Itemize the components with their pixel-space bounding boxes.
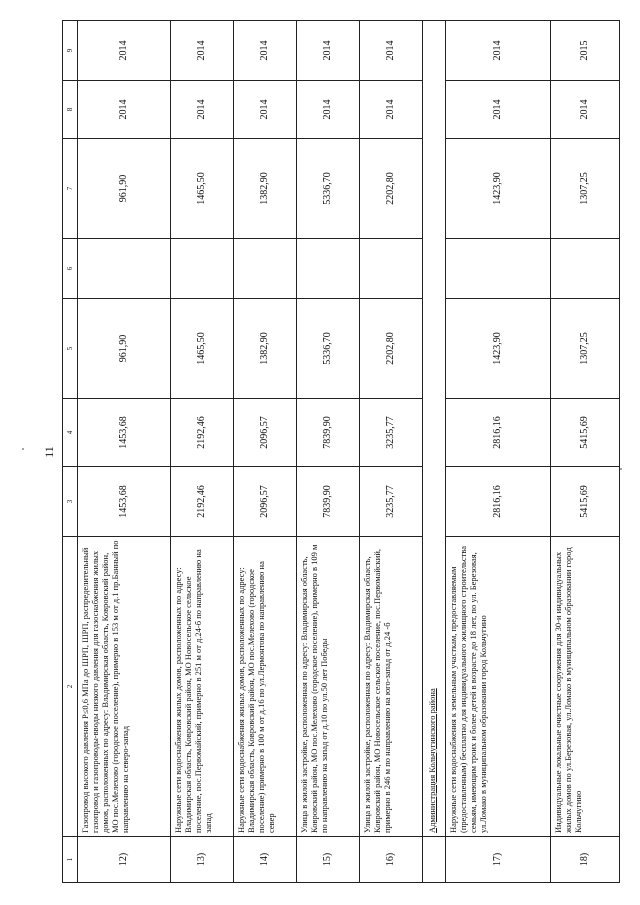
- row-number: 15): [297, 837, 360, 883]
- col-header: 1: [63, 837, 78, 883]
- cell-col3: 1453,68: [78, 467, 171, 537]
- cell-col3: 2096,57: [234, 467, 297, 537]
- section-row: [423, 21, 446, 883]
- cell-col8: 2014: [171, 81, 234, 139]
- cell-col9: 2014: [446, 21, 551, 81]
- scan-speck: [22, 448, 24, 450]
- cell-col7: 1382,90: [234, 139, 297, 239]
- col-header: 4: [63, 399, 78, 467]
- investment-table: [62, 20, 620, 883]
- table-row: [551, 21, 620, 883]
- cell-col9: 2014: [234, 21, 297, 81]
- cell-col8: 2014: [446, 81, 551, 139]
- cell-col7: 1307,25: [551, 139, 620, 239]
- scan-speck: [620, 468, 622, 470]
- cell-col6: [171, 239, 234, 299]
- cell-col3: 3235,77: [360, 467, 423, 537]
- cell-col6: [234, 239, 297, 299]
- table-row: [171, 21, 234, 883]
- object-description: Улица в жилой застройке, расположенная по адресу: Владимирская область, Ковровский район, МО пос.Мелехово (городское поселение), примерно в 109 м по направлению на запад от д.10 по ул.50 лет Победы: [297, 537, 360, 837]
- cell-col8: 2014: [234, 81, 297, 139]
- cell-col7: 961,90: [78, 139, 171, 239]
- cell-col7: 1465,50: [171, 139, 234, 239]
- object-description: Газопровод высокого давления Р≤0,6 МПа до ШРП, ШРП, распределительный газопровод и газопроводы-вводы низкого давления для газоснабжения жилых домов, расположенных по адресу: Владимирская область, Ковровский район, МО пос.Мелехово (городское поселение), примерно в 153 м от д.1 пр.Банный по направлению на северо-запад: [78, 537, 171, 837]
- table-row: [360, 21, 423, 883]
- cell-col9: 2014: [297, 21, 360, 81]
- row-number: 13): [171, 837, 234, 883]
- cell-col5: 5336,70: [297, 299, 360, 399]
- object-description: Наружные сети водоснабжения к земельным участкам, предоставляемым (предоставленным) бесплатно для индивидуального жилищного строительства семьям, имеющим троих и более детей в возрасте до 18 лет, по ул. Березовая, ул.Ломако в муниципальном образовании город Кольчугино: [446, 537, 551, 837]
- cell-col5: 1382,90: [234, 299, 297, 399]
- col-header: 7: [63, 139, 78, 239]
- cell-col9: 2015: [551, 21, 620, 81]
- table-row: [234, 21, 297, 883]
- cell-col6: [551, 239, 620, 299]
- cell-col4: 5415,69: [551, 399, 620, 467]
- cell-col8: 2014: [297, 81, 360, 139]
- cell-col5: 1423,90: [446, 299, 551, 399]
- cell-col6: [78, 239, 171, 299]
- page-number: 11: [42, 446, 56, 458]
- cell-col9: 2014: [171, 21, 234, 81]
- col-header: 3: [63, 467, 78, 537]
- object-description: Наружные сети водоснабжения жилых домов, расположенных по адресу: Владимирская область, Ковровский район, МО Новосельское сельское поселение, пос.Первомайский, примерно в 251 м от д.24-б по направлению на запад: [171, 537, 234, 837]
- cell-col4: 2816,16: [446, 399, 551, 467]
- cell-col7: 5336,70: [297, 139, 360, 239]
- cell-col8: 2014: [78, 81, 171, 139]
- header-row: [63, 21, 78, 883]
- col-header: 2: [63, 537, 78, 837]
- table-row: [78, 21, 171, 883]
- cell-col4: 7839,90: [297, 399, 360, 467]
- rotated-page: [40, 17, 600, 887]
- row-number: 12): [78, 837, 171, 883]
- cell-col4: 3235,77: [360, 399, 423, 467]
- cell-col3: 2816,16: [446, 467, 551, 537]
- col-header: 6: [63, 239, 78, 299]
- cell-col8: 2014: [360, 81, 423, 139]
- row-number: 17): [446, 837, 551, 883]
- object-description: Улица в жилой застройке, расположенная по адресу: Владимирская область, Ковровский район, МО Новосельское сельское поселение, пос.Первомайский, примерно в 246 м по направлению на юго-запад от д.24 -б: [360, 537, 423, 837]
- cell-col7: 2202,80: [360, 139, 423, 239]
- cell-col9: 2014: [78, 21, 171, 81]
- cell-col5: 2202,80: [360, 299, 423, 399]
- col-header: 8: [63, 81, 78, 139]
- object-description: Индивидуальные локальные очистные сооружения для 30-и индивидуальных жилых домов по ул.Березовая, ул.Ломако в муниципальном образовании город Кольчугино: [551, 537, 620, 837]
- cell-col6: [360, 239, 423, 299]
- cell-col3: 7839,90: [297, 467, 360, 537]
- section-spacer: [423, 837, 446, 883]
- row-number: 18): [551, 837, 620, 883]
- table-row: [297, 21, 360, 883]
- cell-col6: [297, 239, 360, 299]
- cell-col3: 2192,46: [171, 467, 234, 537]
- cell-col4: 1453,68: [78, 399, 171, 467]
- col-header: 5: [63, 299, 78, 399]
- cell-col4: 2096,57: [234, 399, 297, 467]
- row-number: 16): [360, 837, 423, 883]
- cell-col8: 2014: [551, 81, 620, 139]
- col-header: 9: [63, 21, 78, 81]
- cell-col9: 2014: [360, 21, 423, 81]
- cell-col3: 5415,69: [551, 467, 620, 537]
- cell-col5: 961,90: [78, 299, 171, 399]
- cell-col5: 1465,50: [171, 299, 234, 399]
- table-row: [446, 21, 551, 883]
- cell-col7: 1423,90: [446, 139, 551, 239]
- section-title: Администрация Кольчугинского района: [423, 21, 446, 837]
- cell-col6: [446, 239, 551, 299]
- row-number: 14): [234, 837, 297, 883]
- object-description: Наружные сети водоснабжения жилых домов, расположенных по адресу: Владимирская область, Ковровский район, МО пос.Мелехово (городское поселение) примерно в 100 м от д.16 по ул.Лермонтова по направлению на север: [234, 537, 297, 837]
- cell-col5: 1307,25: [551, 299, 620, 399]
- cell-col4: 2192,46: [171, 399, 234, 467]
